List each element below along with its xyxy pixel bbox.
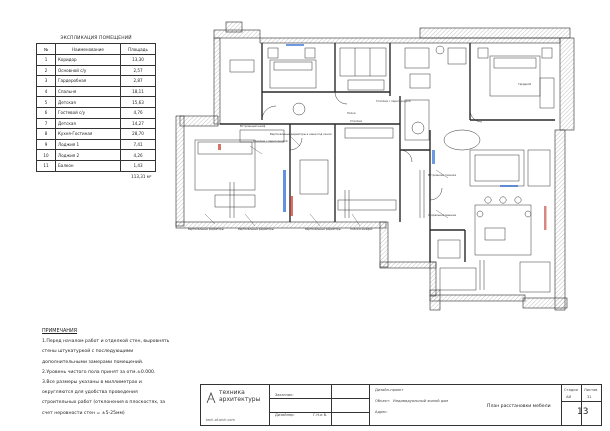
row-name: Основной с/у xyxy=(56,65,121,76)
row-name: Гардеробная xyxy=(56,76,121,87)
customer-label: Заказчик: xyxy=(275,393,294,397)
object-label: Объект: xyxy=(375,399,391,403)
project-label: Дизайн-проект xyxy=(375,388,404,392)
brand-line-1: техника xyxy=(219,389,245,396)
row-num: 5 xyxy=(37,97,56,108)
object-value: Индивидуальный жилой дом xyxy=(393,399,449,403)
explication-title: ЭКСПЛИКАЦИЯ ПОМЕЩЕНИЙ xyxy=(60,36,132,41)
header-num: № xyxy=(37,44,56,55)
grid-line xyxy=(269,398,369,399)
furniture xyxy=(195,46,554,292)
stage-label: Стадия xyxy=(564,388,578,392)
grid-line xyxy=(369,385,370,425)
brand-site: tech-of-arch.com xyxy=(206,418,235,422)
row-name: Лоджия 2 xyxy=(56,150,121,161)
stage-value: АИ xyxy=(566,395,572,399)
row-area: 4,26 xyxy=(121,150,156,161)
logo-cell xyxy=(201,385,270,425)
row-area: 7,41 xyxy=(121,139,156,150)
plan-label: Полки в шкафах xyxy=(350,228,373,231)
note-line: счет неровности стен = ±5-25мм) xyxy=(42,410,125,416)
logo-mark-icon xyxy=(206,392,216,404)
exterior-walls xyxy=(176,22,574,310)
plan-label: Вертикальные радиаторы xyxy=(305,228,341,231)
title-block xyxy=(200,384,602,426)
plan-label: Стеллаж с перегородкой xyxy=(253,140,288,143)
row-num: 9 xyxy=(37,139,56,150)
row-area: 13,30 xyxy=(121,55,156,66)
sheet-title: План расстановки мебели xyxy=(487,404,551,409)
brand-line-2: архитектуры xyxy=(219,395,261,403)
plan-label: Гардероб xyxy=(518,83,532,86)
row-name: Гостевой с/у xyxy=(56,107,121,118)
note-line: стены штукатуркой с последующими xyxy=(42,349,134,355)
designer-value: Г.Н.и В. xyxy=(313,413,328,417)
grid-line xyxy=(331,385,332,425)
row-name: Спальня xyxy=(56,86,121,97)
row-num: 8 xyxy=(37,129,56,140)
note-line: 3.Все размеры указаны в миллиметрах и xyxy=(42,380,142,386)
row-name: Коридор xyxy=(56,55,121,66)
row-num: 4 xyxy=(37,86,56,97)
note-line: дополнительными замерами помещений. xyxy=(42,359,144,365)
designer-label: Дизайнер: xyxy=(275,413,295,417)
sheet-number: 13 xyxy=(577,407,589,417)
row-num: 7 xyxy=(37,118,56,129)
row-num: 10 xyxy=(37,150,56,161)
header-name: Наименование xyxy=(56,44,121,55)
row-num: 6 xyxy=(37,107,56,118)
plan-labels xyxy=(188,82,531,231)
row-area: 28,70 xyxy=(121,129,156,140)
row-num: 2 xyxy=(37,65,56,76)
notes-header: ПРИМЕЧАНИЯ xyxy=(42,328,78,334)
sheets-value: 31 xyxy=(587,395,592,399)
row-area: 2,87 xyxy=(121,76,156,87)
row-name: Лоджия 1 xyxy=(56,139,121,150)
total-area: 113,31 м² xyxy=(131,173,152,179)
row-area: 14,27 xyxy=(121,118,156,129)
row-area: 4,76 xyxy=(121,107,156,118)
plan-label: Вертикальные радиаторы xyxy=(188,228,224,231)
note-line: 1.Перед началом работ и отделкой стен, выровнять xyxy=(42,339,170,345)
note-line: строительных работ (отклонения в плоскостях, за xyxy=(42,400,166,406)
grid-line xyxy=(561,401,601,402)
plan-label: Стеллаж с перегородкой xyxy=(376,100,411,103)
doors xyxy=(262,92,482,200)
row-name: Детская xyxy=(56,118,121,129)
plan-label: Полки xyxy=(347,112,356,115)
plan-label: Вертикальные радиаторы xyxy=(238,228,274,231)
row-name: Балкон xyxy=(56,160,121,171)
grid-line xyxy=(581,385,582,425)
plan-label: Вертикальные радиаторы в ниши под окном xyxy=(270,133,332,136)
brand-name xyxy=(219,390,260,403)
row-name: Кухня-Гостиная xyxy=(56,129,121,140)
row-area: 1,43 xyxy=(121,160,156,171)
plan-label: Встроенный шкаф xyxy=(240,125,266,128)
plan-label: Стиральная машина xyxy=(428,214,456,217)
plan-label: Встроенная техника xyxy=(428,174,457,177)
row-area: 2,57 xyxy=(121,65,156,76)
address-label: Адрес: xyxy=(375,410,388,414)
row-num: 11 xyxy=(37,160,56,171)
note-line: округляются для удобства проведения xyxy=(42,390,138,396)
row-name: Детская xyxy=(56,97,121,108)
grid-line xyxy=(561,385,562,425)
row-area: 15,63 xyxy=(121,97,156,108)
row-num: 1 xyxy=(37,55,56,66)
plan-label: Стеллаж xyxy=(350,120,363,123)
note-line: 2.Уровень чистого пола принят за отм.±0.000. xyxy=(42,369,156,375)
sheets-label: Листов xyxy=(584,388,598,392)
row-area: 18,11 xyxy=(121,86,156,97)
row-num: 3 xyxy=(37,76,56,87)
accent-markers xyxy=(218,44,547,230)
header-area: Площадь xyxy=(121,44,156,55)
